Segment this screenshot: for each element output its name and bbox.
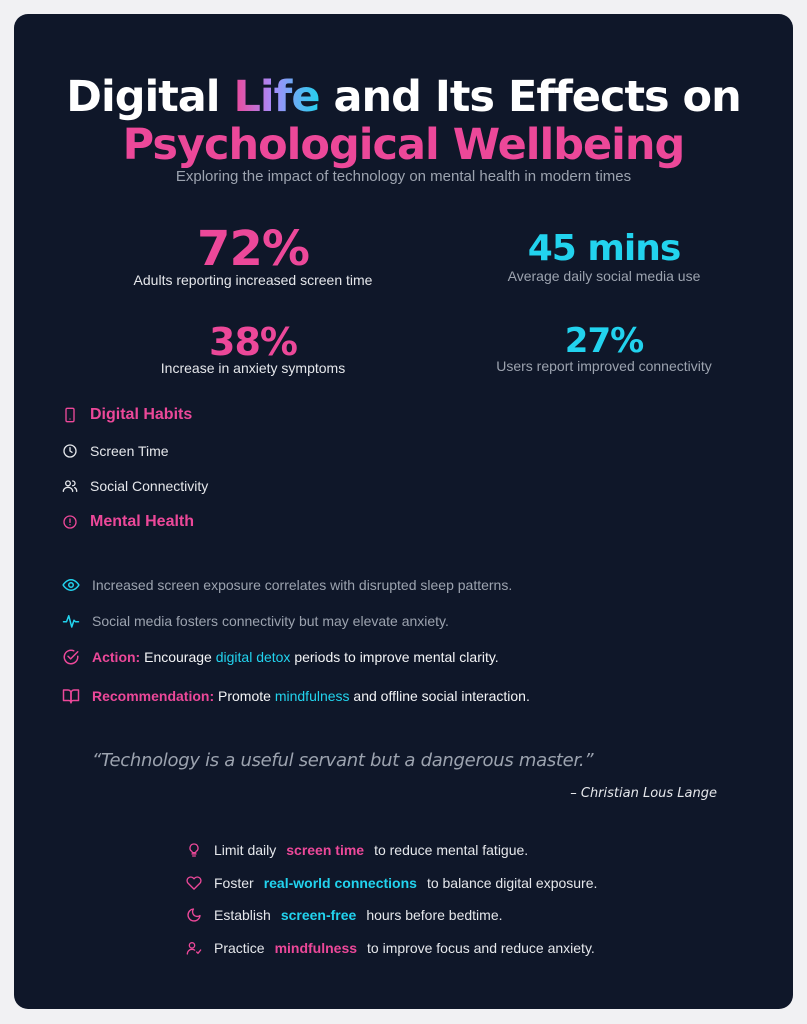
- title-highlight: Life: [233, 72, 320, 122]
- title-line-1: [14, 70, 793, 124]
- recommendation-text-after: and offline social interaction.: [349, 688, 530, 704]
- insight-sleep: [62, 576, 512, 594]
- insight-action: [62, 648, 499, 666]
- tip-text-before: Establish: [214, 907, 271, 923]
- insight-text: Increased screen exposure correlates with disrupted sleep patterns.: [92, 577, 513, 593]
- category-mental-health[interactable]: [62, 511, 194, 533]
- quote-text: “Technology is a useful servant but a dangerous master.”: [92, 750, 594, 771]
- tip-text-after: to improve focus and reduce anxiety.: [367, 940, 595, 956]
- insight-recommendation: [62, 687, 530, 705]
- tip-mindfulness: [186, 940, 595, 956]
- stat-anxiety: [88, 320, 418, 376]
- category-label: Mental Health: [90, 513, 195, 530]
- heart-icon: [186, 875, 202, 891]
- tip-keyword: screen time: [286, 842, 365, 858]
- subtitle: Exploring the impact of technology on mental health in modern times: [175, 168, 632, 185]
- stat-value: 27%: [564, 321, 644, 361]
- user-check-icon: [186, 940, 202, 956]
- stat-value: 45 mins: [527, 228, 681, 269]
- quote-author: – Christian Lous Lange: [570, 786, 717, 801]
- category-label: Digital Habits: [90, 406, 193, 423]
- category-label: Screen Time: [90, 443, 169, 459]
- stat-label: Increase in anxiety symptoms: [160, 360, 346, 376]
- tip-keyword: screen-free: [280, 907, 357, 923]
- tip-text-before: Practice: [214, 940, 265, 956]
- stat-screen-time: [88, 222, 418, 288]
- stat-connectivity: [439, 320, 769, 374]
- tip-keyword: mindfulness: [274, 940, 358, 956]
- tip-real-world: [186, 875, 597, 891]
- recommendation-text-before: Promote: [214, 688, 275, 704]
- title-line-2: Psychological Wellbeing: [122, 120, 685, 170]
- users-icon: [62, 478, 78, 494]
- stat-label: Adults reporting increased screen time: [133, 272, 373, 288]
- stat-value: 38%: [209, 320, 297, 364]
- tip-text-after: to reduce mental fatigue.: [374, 842, 529, 858]
- tip-screen-time: [186, 842, 528, 858]
- title-part-2: and Its Effects on: [319, 72, 741, 122]
- category-label: Social Connectivity: [90, 478, 209, 494]
- tip-screen-free: [186, 907, 503, 923]
- action-text-after: periods to improve mental clarity.: [290, 649, 499, 665]
- infographic-card: [14, 14, 793, 1009]
- tip-text-before: Foster: [214, 875, 254, 891]
- book-open-icon: [62, 687, 80, 705]
- insight-anxiety: [62, 612, 449, 630]
- action-text-before: Encourage: [140, 649, 216, 665]
- tip-text-after: hours before bedtime.: [366, 907, 503, 923]
- title-part-1: Digital: [66, 72, 234, 122]
- moon-icon: [186, 907, 202, 923]
- phone-icon: [62, 407, 78, 423]
- check-circle-icon: [62, 648, 80, 666]
- insight-text: Social media fosters connectivity but may elevate anxiety.: [92, 613, 449, 629]
- clock-icon: [62, 443, 78, 459]
- category-screen-time[interactable]: [62, 440, 169, 462]
- pulse-icon: [62, 612, 80, 630]
- tip-text-before: Limit daily: [214, 842, 277, 858]
- stat-label: Average daily social media use: [507, 268, 701, 284]
- action-highlight: digital detox: [215, 649, 291, 665]
- category-digital-habits[interactable]: [62, 404, 192, 426]
- stat-social-media-use: [439, 228, 769, 284]
- lightbulb-icon: [186, 842, 202, 858]
- stat-value: 72%: [197, 221, 309, 277]
- recommendation-highlight: mindfulness: [274, 688, 350, 704]
- stat-label: Users report improved connectivity: [496, 358, 712, 374]
- tip-text-after: to balance digital exposure.: [426, 875, 598, 891]
- tip-keyword: real-world connections: [263, 875, 417, 891]
- category-social-connectivity[interactable]: [62, 475, 208, 497]
- alert-circle-icon: [62, 514, 78, 530]
- action-prefix: Action:: [92, 649, 141, 665]
- eye-icon: [62, 576, 80, 594]
- recommendation-prefix: Recommendation:: [92, 688, 215, 704]
